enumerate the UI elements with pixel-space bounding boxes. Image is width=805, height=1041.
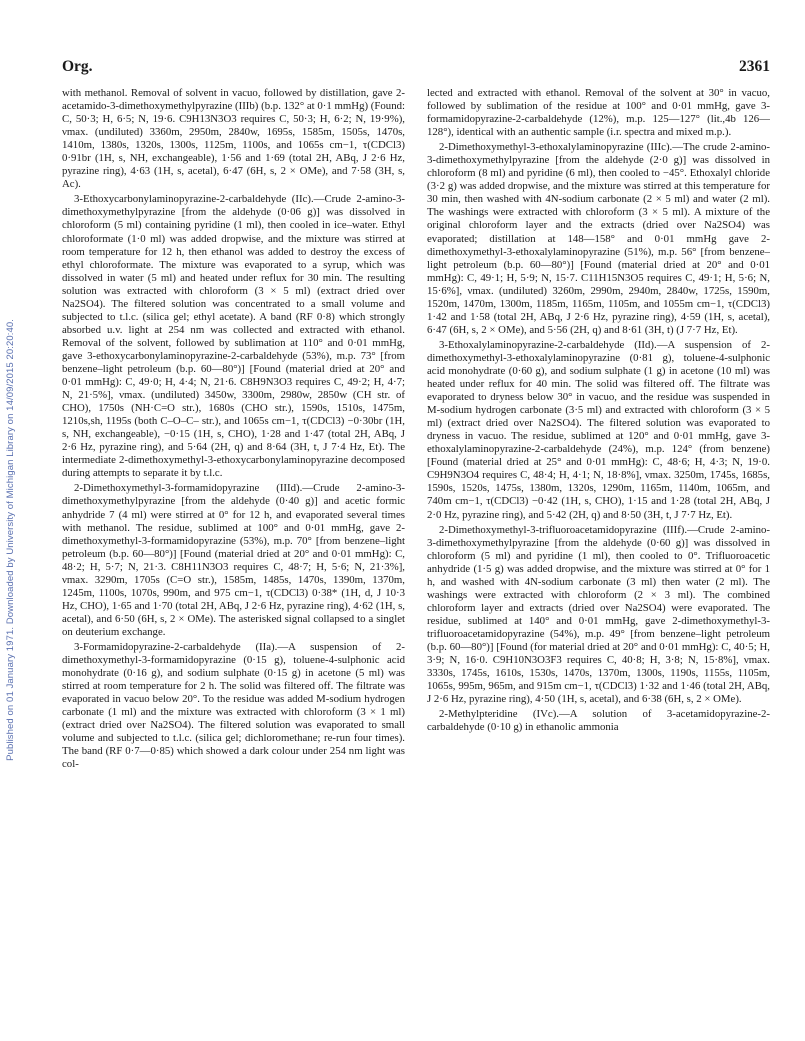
paragraph: 3-Ethoxalylaminopyrazine-2-carbaldehyde (IId).—A suspension of 2-dimethoxymethyl-3-ethoxalylaminopyrazine (0·81 g), toluene-4-sulphonic acid monohydrate (0·60 g), and sodium sulphate (1 g) in acetone (10 ml) was heated under reflux for 40 min. The solid was filtered off. The filtrate was evaporated to dryness below 30° in vacuo, and the residue was suspended in M-sodium hydrogen carbonate (3·5 ml) and extracted with chloroform (3 × 5 ml) (extract dried over Na2SO4). The filtered solution was evaporated to dryness in vacuo. The residue, sublimed at 120° and 0·01 mmHg, gave 3-ethoxalylaminopyrazine-2-carbaldehyde (24%), m.p. 124° (from benzene) [Found (material dried at 25° and 0·01 mmHg): C, 48·6; H, 4·3; N, 19·0. C9H9N3O4 requires C, 48·4; H, 4·1; N, 18·8%], νmax. 3250m, 1745s, 1685s, 1590s, 1520s, 1475s, 1380m, 1320s, 1290m, 1165m, 1140m, 1065m, and 740m cm−1, τ(CDCl3) −0·42 (1H, s, CHO), 1·15 and 1·28 (total 2H, ABq, J 2·0 Hz, pyrazine ring), and 5·42 (2H, q) and 8·50 (3H, t, J 7·7 Hz, Et). [427, 338, 770, 521]
download-notice-text: Published on 01 January 1971. Downloaded by University of Michigan Library on 14/09/2015 20:20:40. [4, 319, 16, 761]
left-column [62, 87, 405, 1035]
page-number: 2361 [739, 58, 770, 75]
right-column [427, 87, 770, 1035]
journal-name: Org. [62, 58, 93, 75]
paragraph: 2-Dimethoxymethyl-3-formamidopyrazine (IIId).—Crude 2-amino-3-dimethoxymethylpyrazine [from the aldehyde (0·40 g)] and acetic formic anhydride 7 (4 ml) were stirred at 0° for 12 h, and evaporated several times with methanol. The residue, sublimed at 100° and 0·01 mmHg, gave 2-dimethoxymethyl-3-formamidopyrazine (53%), m.p. 70° [from benzene–light petroleum (b.p. 60—80°)] [Found (material dried at 20° and 0·01 mmHg): C, 48·2; H, 5·7; N, 21·3. C8H11N3O3 requires C, 48·7; H, 5·6; N, 21·3%], νmax. 3290m, 1705s (C=O str.), 1585m, 1485s, 1470s, 1390m, 1370m, 1245m, 1100s, 1070s, 990m, and 975 cm−1, τ(CDCl3) 0·38* (1H, d, J 10·3 Hz, CHO), 1·65 and 1·70 (total 2H, ABq, J 2·6 Hz, pyrazine ring), 4·62 (1H, s, acetal), and 6·50 (6H, s, 2 × OMe). The asterisked signal collapsed to a singlet on deuterium exchange. [62, 482, 405, 638]
paragraph: 2-Dimethoxymethyl-3-ethoxalylaminopyrazine (IIIc).—The crude 2-amino-3-dimethoxymethylpyrazine [from the aldehyde (2·0 g)] was dissolved in chloroform (8 ml) and pyridine (6 ml), then cooled to −45°. Ethoxalyl chloride (3·2 g) was added dropwise, and the mixture was stirred at this temperature for 30 min, then washed with 4N-sodium carbonate (2 × 5 ml) and water (2 ml). The washings were extracted with chloroform (3 × 5 ml). A mixture of the original chloroform layer and the extracts (dried over Na2SO4) was evaporated; distillation at 148—158° and 0·01 mmHg gave 2-dimethoxymethyl-3-ethoxalylaminopyrazine (51%), m.p. 56° [from benzene–light petroleum (b.p. 60—80°)] [Found (material dried at 20° and 0·01 mmHg): C, 49·1; H, 5·9; N, 15·7. C11H15N3O5 requires C, 49·1; H, 5·6; N, 15·6%], νmax. (undiluted) 3260m, 2990m, 2940m, 2840w, 1725s, 1590m, 1520m, 1470m, 1300m, 1185m, 1165m, 1105m, and 1055m cm−1, τ(CDCl3) 1·42 and 1·58 (total 2H, ABq, J 2·6 Hz, pyrazine ring), 4·59 (1H, s, acetal), 6·47 (6H, s, 2 × OMe), and 5·56 (2H, q) and 8·61 (3H, t) (J 7·7 Hz, Et). [427, 141, 770, 336]
paragraph: lected and extracted with ethanol. Removal of the solvent at 30° in vacuo, followed by sublimation of the residue at 100° and 0·01 mmHg, gave 3-formamidopyrazine-2-carbaldehyde (12%), m.p. 125—127° (lit.,4b 126—128°), identical with an authentic sample (i.r. spectra and mixed m.p.). [427, 87, 770, 139]
paragraph: 2-Dimethoxymethyl-3-trifluoroacetamidopyrazine (IIIf).—Crude 2-amino-3-dimethoxymethylpyrazine [from the aldehyde (0·60 g)] was dissolved in chloroform (5 ml) and pyridine (1 ml), then cooled to 0°. Trifluoroacetic anhydride (1·5 g) was added dropwise, and the mixture was stirred at 0° for 1 h, and washed with 4N-sodium carbonate (3 ml) then water (2 ml). The washings were extracted with chloroform (2 × 3 ml). The combined chloroform layer and extracts (dried over Na2SO4) were evaporated. The residue, sublimed at 140° and 0·01 mmHg, gave 2-dimethoxymethyl-3-trifluoroacetamidopyrazine (54%), m.p. 49° [from benzene–light petroleum (b.p. 60—80°)] [Found (for material dried at 20° and 0·01 mmHg): C, 40·5; H, 3·9; N, 16·0. C9H10N3O3F3 requires C, 40·8; H, 3·8; N, 15·8%], νmax. 3330s, 1745s, 1610s, 1530s, 1470s, 1370m, 1300s, 1190s, 1155s, 1105m, 1065s, 995m, 965m, and 915m cm−1, τ(CDCl3) 1·32 and 1·46 (total 2H, ABq, J 2·6 Hz, pyrazine ring), 4·50 (1H, s, acetal), and 6·38 (6H, s, 2 × OMe). [427, 523, 770, 706]
paragraph: 3-Ethoxycarbonylaminopyrazine-2-carbaldehyde (IIc).—Crude 2-amino-3-dimethoxymethylpyrazine [from the aldehyde (0·06 g)] was dissolved in chloroform (5 ml) containing pyridine (1 ml), then cooled in ice–water. Ethyl chloroformate (1·0 ml) was added dropwise, and the mixture was stirred at room temperature for 12 h, then ethanol was added to destroy the excess of ethyl chloroformate. The mixture was evaporated to a syrup, which was dissolved in water (5 ml) and heated under reflux for 30 min. The resulting solution was extracted with chloroform (3 × 5 ml) (extract dried over Na2SO4). The filtered solution was concentrated to a small volume and subjected to t.l.c. (silica gel; ethyl acetate). A band (RF 0·8) which strongly absorbed u.v. light at 254 nm was collected and extracted with ethanol. Removal of the solvent, followed by sublimation at 110° and 0·01 mmHg, gave 3-ethoxycarbonylaminopyrazine-2-carbaldehyde (53%), m.p. 73° [from benzene–light petroleum (b.p. 60—80°)] [Found (material dried at 20° and 0·01 mmHg): C, 49·0; H, 4·4; N, 21·6. C8H9N3O3 requires C, 49·2; H, 4·7; N, 21·5%], νmax. (undiluted) 3450w, 3300m, 2980w, 2850w (CH str. of CHO), 1750s (NH·C=O str.), 1680s (CHO str.), 1590s, 1510s, 1475m, 1210s,sh, 1195s (both C–O–C– str.), and 1065s cm−1, τ(CDCl3) −0·30br (1H, s, NH, exchangeable), −0·15 (1H, s, CHO), 1·28 and 1·47 (total 2H, ABq, J 2·6 Hz, pyrazine ring), and 5·64 (2H, q) and 8·64 (3H, t, J 7·4 Hz, Et). The intermediate 2-dimethoxymethyl-3-ethoxycarbonylaminopyrazine decomposed during attempts to separate it by t.l.c. [62, 193, 405, 480]
running-header [62, 58, 770, 82]
download-notice [4, 60, 16, 1020]
paragraph: 2-Methylpteridine (IVc).—A solution of 3-acetamidopyrazine-2-carbaldehyde (0·10 g) in ethanolic ammonia [427, 708, 770, 734]
paragraph: with methanol. Removal of solvent in vacuo, followed by distillation, gave 2-acetamido-3-dimethoxymethylpyrazine (IIIb) (b.p. 132° at 0·1 mmHg) (Found: C, 50·3; H, 6·5; N, 19·6. C9H13N3O3 requires C, 50·3; H, 6·2; N, 19·9%), νmax. (undiluted) 3360m, 2950m, 2840w, 1695s, 1585m, 1505s, 1470s, 1410m, 1380s, 1320s, 1300s, 1125m, 1100s, and 1065s cm−1, τ(CDCl3) 0·91br (1H, s, NH, exchangeable), 1·56 and 1·69 (total 2H, ABq, J 2·6 Hz, pyrazine ring), 4·63 (1H, s, acetal), 6·47 (6H, s, 2 × OMe), and 7·58 (3H, s, Ac). [62, 87, 405, 191]
paragraph: 3-Formamidopyrazine-2-carbaldehyde (IIa).—A suspension of 2-dimethoxymethyl-3-formamidopyrazine (0·15 g), toluene-4-sulphonic acid monohydrate (0·16 g), and sodium sulphate (0·15 g) in acetone (5 ml) was stirred at room temperature for 2 h. The solid was filtered off. The filtrate was evaporated in vacuo below 20°. To the residue was added M-sodium hydrogen carbonate (1 ml) and the mixture was extracted with chloroform (3 × 1 ml) (extract dried over Na2SO4). The filtered solution was evaporated to small volume and subjected to t.l.c. (silica gel; dichloromethane; re-run four times). The band (RF 0·7—0·85) which showed a dark colour under 254 nm light was col- [62, 640, 405, 771]
